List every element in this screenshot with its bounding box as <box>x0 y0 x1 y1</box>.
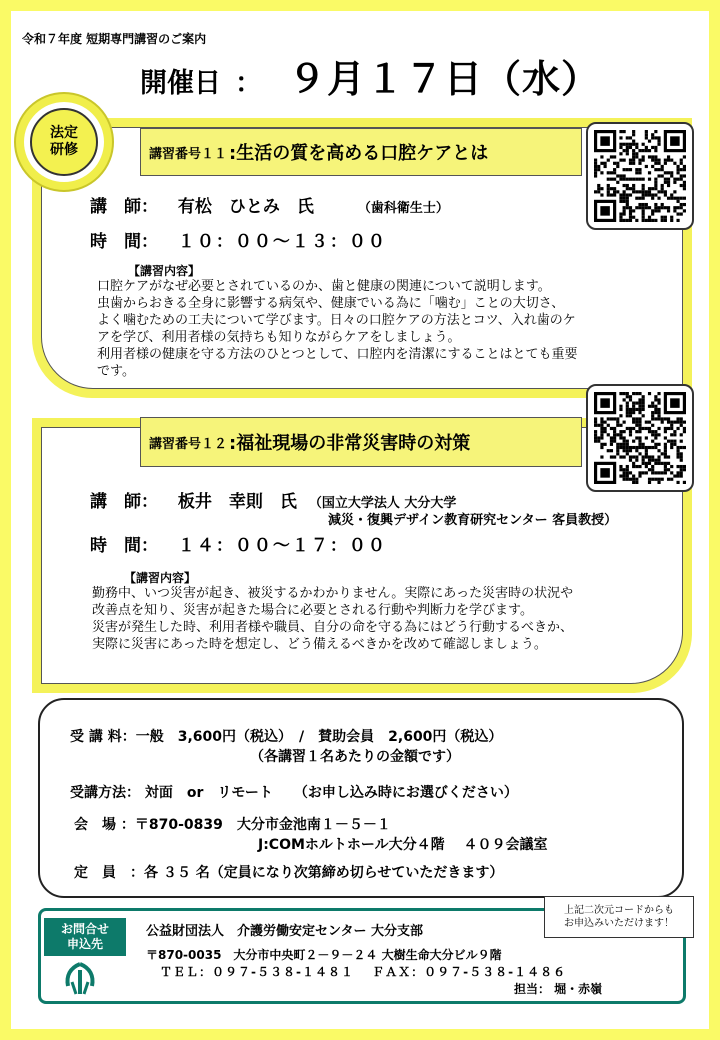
lecture2-lecturer-name: 板井 幸則 氏 <box>177 492 297 512</box>
lecture2-lecturer-note1: （国立大学法人 大分大学 <box>308 496 457 511</box>
flyer-subtitle: 令和７年度 短期専門講習のご案内 <box>22 32 207 46</box>
lecture1-lecturer-name: 有松 ひとみ 氏 <box>177 197 314 217</box>
lecture1-number: 講習番号１１ <box>149 146 228 162</box>
lecture2-title: :福祉現場の非常災害時の対策 <box>229 433 471 454</box>
content-line: よく噛むための工夫について学びます。日々の口腔ケアの方法とコツ、入れ歯のケ <box>97 313 576 328</box>
qr-code-icon <box>594 130 686 222</box>
date-prefix: 開催日 <box>140 68 221 99</box>
contact-tag-line1: お問合せ <box>60 922 109 936</box>
lecture1-content <box>97 278 657 380</box>
lecture2-lecturer-note2: 減災・復興デザイン教育研究センター 客員教授） <box>328 513 618 528</box>
organization-logo-icon <box>60 962 100 996</box>
qr-note-line1: 上記二次元コードからも <box>564 905 674 916</box>
content-line: 利用者様の健康を守る方法のひとつとして、口腔内を清潔にすることはとても重要 <box>97 347 578 362</box>
content-line: 虫歯からおきる全身に影響する病気や、健康でいる為に「噛む」ことの大切さ、 <box>97 296 565 311</box>
mandatory-training-badge <box>30 108 98 176</box>
content-line: 災害が発生した時、利用者様や職員、自分の命を守る為にはどう行動するべきか、 <box>92 620 574 635</box>
lecture2-time-label: 時 間： <box>90 536 158 556</box>
lecture1-title: :生活の質を高める口腔ケアとは <box>229 143 489 164</box>
organization-name: 公益財団法人 介護労働安定センター 大分支部 <box>146 924 424 939</box>
content-line: 実際に災害にあった時を想定し、どう備えるべきかを改めて確認しましょう。 <box>92 637 547 652</box>
lecture1-content-heading: 【講習内容】 <box>128 264 201 278</box>
lecture1-time-label: 時 間： <box>90 232 158 252</box>
lecture1-lecturer-note: （歯科衛生士） <box>357 201 449 216</box>
qr-code-icon <box>594 392 686 484</box>
lecture1-title-bar <box>140 128 582 176</box>
lecture2-title-bar <box>140 417 582 467</box>
contact-tag <box>44 918 126 956</box>
content-line: 改善点を知り、災害が起きた場合に必要とされる行動や判断力を学びます。 <box>92 603 533 618</box>
contact-tag-line2: 申込先 <box>66 937 103 951</box>
organization-address: 〒870-0035 大分市中央町２－９－２４ 大樹生命大分ビル９階 <box>146 948 502 962</box>
fee-note: （各講習１名あたりの金額です） <box>250 749 460 765</box>
venue-line2: J:COMホルトホール大分４階 ４０９会議室 <box>258 837 548 853</box>
lecture1-time-value: １０：００～１３：００ <box>177 232 387 252</box>
date-value: ９月１７日（水） <box>288 57 601 101</box>
qr-note-box <box>544 896 694 938</box>
contact-staff: 担当： 堀・赤嶺 <box>514 982 603 996</box>
content-line: アを学び、利用者様の気持ちも知りながらケアをしましょう。 <box>97 330 461 345</box>
badge-line1: 法定 <box>50 125 78 141</box>
lecture1-time-row <box>90 227 387 252</box>
lecture2-lecturer-label: 講 師： <box>90 492 158 512</box>
event-date <box>140 48 600 103</box>
lecture2-qr-code[interactable] <box>586 384 694 492</box>
lecture1-lecturer-row <box>90 192 449 217</box>
lecture2-time-value: １４：００～１７：００ <box>177 536 387 556</box>
capacity-line: 定 員 ：各 ３５ 名（定員になり次第締め切らせていただきます） <box>74 865 504 881</box>
date-colon: ： <box>235 68 262 99</box>
badge-line2: 研修 <box>50 142 78 158</box>
content-line: です。 <box>97 364 135 379</box>
venue-line1: 会 場 ：〒870-0839 大分市金池南１－５－１ <box>74 817 391 833</box>
content-line: 勤務中、いつ災害が起き、被災するかわかりません。実際にあった災害時の状況や <box>92 586 574 601</box>
lecture2-content-heading: 【講習内容】 <box>124 571 197 585</box>
lecture2-number: 講習番号１２ <box>149 436 228 452</box>
lecture2-time-row <box>90 531 387 556</box>
lecture2-content <box>92 585 652 653</box>
lecture1-qr-code[interactable] <box>586 122 694 230</box>
content-line: 口腔ケアがなぜ必要とされているのか、歯と健康の関連について説明します。 <box>97 279 551 294</box>
lecture1-lecturer-label: 講 師： <box>90 197 158 217</box>
fee-line: 受 講 料：一般 3,600円（税込） / 賛助会員 2,600円（税込） <box>70 729 503 745</box>
organization-phone-fax: ＴＥＬ：０９７-５３８-１４８１ ＦＡＸ：０９７-５３８-１４８６ <box>160 965 567 979</box>
qr-note-line2: お申込みいただけます！ <box>564 918 674 929</box>
method-line: 受講方法： 対面 or リモート （お申し込み時にお選びください） <box>70 785 518 801</box>
